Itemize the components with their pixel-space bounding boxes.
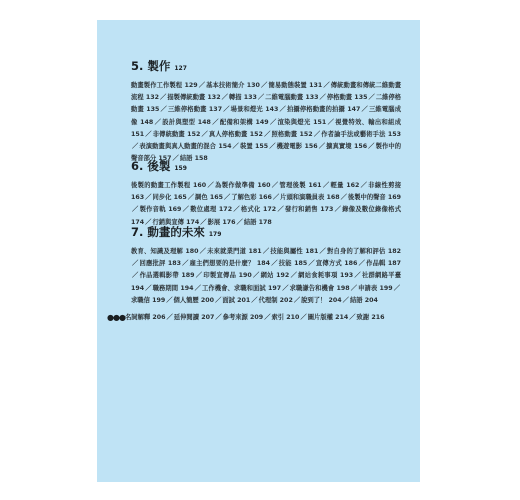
entry-separator: ／ <box>342 296 349 304</box>
toc-entry[interactable]: 同步化 165 <box>152 194 187 202</box>
entry-separator: ／ <box>271 260 278 268</box>
entry-separator: ／ <box>194 284 201 292</box>
entry-separator: ／ <box>166 314 173 321</box>
toc-entry[interactable]: 裝置 155 <box>239 143 269 151</box>
entry-separator: ／ <box>368 143 375 151</box>
toc-entry[interactable]: 個人簡歷 200 <box>173 296 215 304</box>
toc-entry[interactable]: 作品輯 187 <box>366 260 402 268</box>
toc-entry[interactable]: 回應批評 183 <box>139 260 181 268</box>
entry-separator: ／ <box>290 272 298 280</box>
toc-entry[interactable]: 結語 204 <box>349 296 378 304</box>
toc-entry[interactable]: 說到了！ 204 <box>301 296 342 304</box>
entry-separator: ／ <box>271 182 279 189</box>
entry-separator: ／ <box>308 260 315 268</box>
entry-separator: ／ <box>236 218 243 226</box>
toc-entry[interactable]: 索引 210 <box>271 314 300 321</box>
toc-entry[interactable]: 二維電腦動畫 133 <box>265 94 319 102</box>
toc-entry[interactable]: 職務期間 194 <box>152 284 194 292</box>
toc-entry[interactable]: 對自身的了解和評估 182 <box>327 248 402 255</box>
entry-separator: ／ <box>221 94 228 102</box>
chapter-entries <box>131 80 401 165</box>
toc-entry[interactable]: 設計與塑型 148 <box>162 118 211 126</box>
entry-separator: ／ <box>360 182 368 189</box>
entry-separator: ／ <box>132 143 139 151</box>
chapter-page-number: 179 <box>208 231 222 238</box>
entry-separator: ／ <box>233 206 240 214</box>
toc-entry[interactable]: 圖片版權 214 <box>307 314 349 321</box>
toc-entry[interactable]: 轉描 133 <box>228 94 257 102</box>
toc-entry[interactable]: 求職謙告和機會 198 <box>289 284 350 292</box>
toc-entry[interactable]: 傳統動畫和傳統二維動畫流程 132 <box>131 82 402 102</box>
entry-separator: ／ <box>199 248 207 255</box>
toc-entry[interactable]: 申請表 199 <box>358 284 393 292</box>
entry-separator: ／ <box>145 130 152 138</box>
entry-separator: ／ <box>361 106 368 114</box>
toc-entry[interactable]: 網站 192 <box>260 272 290 280</box>
toc-entry[interactable]: 格式化 172 <box>240 206 277 214</box>
toc-entry[interactable]: 基本技術簡介 130 <box>206 82 260 89</box>
book-page <box>97 20 420 482</box>
toc-entry[interactable]: 視覺特效、輸出和組成 151 <box>131 118 402 138</box>
toc-entry[interactable]: 結語 158 <box>179 155 208 163</box>
chapter-entries <box>131 180 401 229</box>
entry-separator: ／ <box>207 182 215 189</box>
entry-separator: ／ <box>323 82 330 89</box>
chapter-number: 7. <box>131 225 144 239</box>
appendix-entries <box>125 312 395 324</box>
toc-entry[interactable]: 動畫製作工作製程 129 <box>131 82 198 89</box>
entry-separator: ／ <box>211 118 219 126</box>
toc-entry[interactable]: 求職信 199 <box>131 296 166 304</box>
chapter-heading <box>131 224 401 240</box>
chapter-title: 後製 <box>147 159 171 173</box>
entry-separator: ／ <box>334 206 342 214</box>
toc-entry[interactable]: 參考來源 209 <box>222 314 264 321</box>
toc-entry[interactable]: 製作中的聲音部分 157 <box>131 143 402 163</box>
toc-entry[interactable]: 後製中的聲音 169 <box>347 194 402 202</box>
toc-entry[interactable]: 雇主們想要的是什麼？ 184 <box>189 260 271 268</box>
entry-separator: ／ <box>269 118 277 126</box>
chapter-title: 製作 <box>147 59 171 73</box>
entry-separator: ／ <box>269 143 276 151</box>
toc-entry[interactable]: 技能 185 <box>278 260 308 268</box>
entry-separator: ／ <box>154 118 162 126</box>
toc-entry[interactable]: 配備和架構 149 <box>219 118 269 126</box>
entry-separator: ／ <box>318 143 326 151</box>
entry-separator: ／ <box>393 284 401 292</box>
toc-entry[interactable]: 輕量 162 <box>330 182 360 189</box>
entry-separator: ／ <box>293 296 301 304</box>
appendix-section <box>107 312 395 324</box>
entry-separator: ／ <box>160 106 167 114</box>
toc-entry[interactable]: 行銷與宣傳 174 <box>152 218 200 226</box>
toc-entry[interactable]: 社群網路平臺 194 <box>131 272 402 292</box>
toc-entry[interactable]: 表演動畫與真人動畫的混合 154 <box>139 143 232 151</box>
toc-entry[interactable]: 描製傳統動畫 132 <box>167 94 221 102</box>
entry-separator: ／ <box>349 314 356 321</box>
chapter-number: 5. <box>131 59 144 73</box>
toc-entry[interactable]: 作者論手法或藝術手法 153 <box>321 130 401 138</box>
entry-separator: ／ <box>145 284 152 292</box>
entry-separator: ／ <box>181 260 189 268</box>
entry-separator: ／ <box>198 82 206 89</box>
entry-separator: ／ <box>262 248 270 255</box>
toc-entry[interactable]: 渲染與燈光 151 <box>277 118 327 126</box>
toc-entry[interactable]: 未來就業門道 181 <box>207 248 262 255</box>
entry-separator: ／ <box>201 130 208 138</box>
chapter-7 <box>131 224 401 307</box>
entry-separator: ／ <box>159 94 167 102</box>
toc-entry[interactable]: 技能與屬性 181 <box>270 248 319 255</box>
entry-separator: ／ <box>319 94 326 102</box>
toc-entry[interactable]: 錄像及數位錄像格式 174 <box>131 206 402 226</box>
entry-separator: ／ <box>257 94 265 102</box>
toc-entry[interactable]: 照格動畫 152 <box>271 130 313 138</box>
toc-entry[interactable]: 面試 201 <box>222 296 251 304</box>
entry-separator: ／ <box>322 182 330 189</box>
entry-separator: ／ <box>145 218 152 226</box>
chapter-heading <box>131 158 401 174</box>
toc-entry[interactable]: 作品選輯影帶 189 <box>139 272 195 280</box>
chapter-page-number: 127 <box>174 65 187 72</box>
toc-entry[interactable]: 三維電腦成像 148 <box>131 106 402 126</box>
chapter-page-number: 159 <box>174 165 187 172</box>
entry-separator: ／ <box>368 94 375 102</box>
entry-separator: ／ <box>272 194 280 202</box>
entry-separator: ／ <box>215 314 222 321</box>
entry-separator: ／ <box>182 206 190 214</box>
toc-entry[interactable]: 致謝 216 <box>356 314 385 321</box>
toc-entry[interactable]: 結語 178 <box>243 218 272 226</box>
chapter-number: 6. <box>131 159 144 173</box>
toc-entry[interactable]: 名詞解釋 206 <box>125 314 166 321</box>
toc-entry[interactable]: 影展 176 <box>207 218 236 226</box>
entry-separator: ／ <box>132 272 139 280</box>
entry-separator: ／ <box>263 130 271 138</box>
entry-separator: ／ <box>354 272 361 280</box>
entry-separator: ／ <box>350 284 358 292</box>
entry-separator: ／ <box>319 248 327 255</box>
entry-separator: ／ <box>166 296 173 304</box>
toc-entry[interactable]: 擴真實境 156 <box>326 143 368 151</box>
entry-separator: ／ <box>232 143 239 151</box>
chapter-title: 動畫的未來 <box>147 225 205 239</box>
toc-entry[interactable]: 代理制 202 <box>258 296 293 304</box>
entry-separator: ／ <box>313 130 321 138</box>
entry-separator: ／ <box>282 284 289 292</box>
entry-separator: ／ <box>340 194 347 202</box>
toc-entry[interactable]: 片頭和演職員表 168 <box>280 194 340 202</box>
toc-entry[interactable]: 印製宣傳品 190 <box>203 272 252 280</box>
entry-separator: ／ <box>195 272 203 280</box>
toc-entry[interactable]: 非傳統動畫 152 <box>152 130 201 138</box>
toc-entry[interactable]: 了解色彩 166 <box>231 194 272 202</box>
entry-separator: ／ <box>187 194 195 202</box>
toc-entry[interactable]: 後製的動畫工作製程 160 <box>131 182 207 189</box>
entry-separator: ／ <box>200 218 207 226</box>
toc-entry[interactable]: 調色 165 <box>195 194 223 202</box>
chapter-heading <box>131 58 401 74</box>
entry-separator: ／ <box>327 118 335 126</box>
toc-entry[interactable]: 數位處理 172 <box>190 206 233 214</box>
toc-entry[interactable]: 網站食耗事項 193 <box>298 272 354 280</box>
chapter-entries <box>131 246 401 307</box>
toc-entry[interactable]: 真人停格動畫 152 <box>208 130 263 138</box>
entry-separator: ／ <box>172 155 179 163</box>
toc-entry[interactable]: 場景和燈光 143 <box>230 106 279 114</box>
entry-separator: ／ <box>132 206 139 214</box>
toc-entry[interactable]: 工作機會、求職和面試 197 <box>201 284 282 292</box>
entry-separator: ／ <box>277 206 285 214</box>
bullet-dots-icon: ●●● <box>107 313 125 322</box>
toc-entry[interactable]: 非線性剪接 163 <box>131 182 402 202</box>
toc-entry[interactable]: 製作音軌 169 <box>139 206 182 214</box>
toc-entry[interactable]: 簡易動態裝置 131 <box>268 82 323 89</box>
toc-entry[interactable]: 三維停格動畫 137 <box>167 106 223 114</box>
entry-separator: ／ <box>252 272 260 280</box>
entry-separator: ／ <box>358 260 366 268</box>
entry-separator: ／ <box>251 296 258 304</box>
chapter-6 <box>131 158 401 229</box>
entry-separator: ／ <box>215 296 222 304</box>
toc-entry[interactable]: 二維停格動畫 135 <box>131 94 402 114</box>
entry-separator: ／ <box>132 260 139 268</box>
entry-separator: ／ <box>300 314 307 321</box>
toc-entry[interactable]: 教育、知識及理解 180 <box>131 248 199 255</box>
toc-entry[interactable]: 拍攝停格動畫的拍攝 147 <box>286 106 361 114</box>
entry-separator: ／ <box>264 314 271 321</box>
toc-entry[interactable]: 停格動畫 135 <box>326 94 368 102</box>
entry-separator: ／ <box>223 194 231 202</box>
entry-separator: ／ <box>223 106 230 114</box>
toc-entry[interactable]: 宣傳方式 186 <box>315 260 358 268</box>
entry-separator: ／ <box>145 194 152 202</box>
toc-entry[interactable]: 延伸閱讀 207 <box>173 314 215 321</box>
toc-entry[interactable]: 為製作做準備 160 <box>215 182 271 189</box>
toc-entry[interactable]: 機遊電影 156 <box>276 143 318 151</box>
entry-separator: ／ <box>260 82 268 89</box>
toc-entry[interactable]: 發行和銷售 173 <box>285 206 334 214</box>
entry-separator: ／ <box>279 106 286 114</box>
toc-entry[interactable]: 管理後製 161 <box>279 182 322 189</box>
chapter-5 <box>131 58 401 165</box>
